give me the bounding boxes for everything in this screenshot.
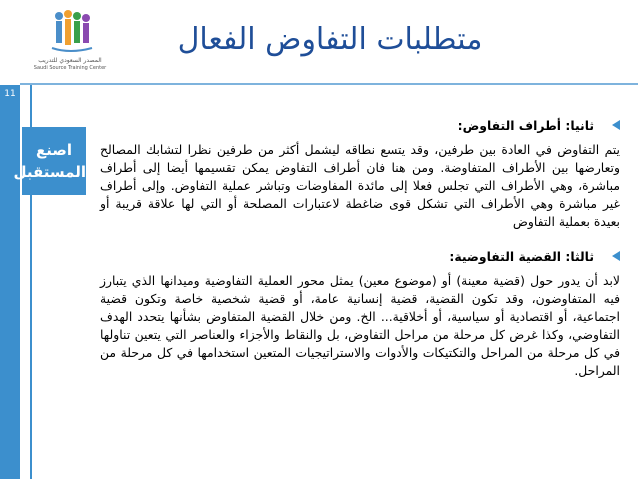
logo-figures-icon	[30, 8, 110, 56]
page-number: 11	[0, 86, 20, 103]
section-heading-text: ثالثا: القضية التفاوضية:	[449, 249, 594, 265]
section-heading-text: ثانيا: أطراف التفاوض:	[457, 118, 594, 133]
logo-arabic-text: المصدر السعودي للتدريب	[38, 57, 102, 64]
logo	[30, 8, 110, 74]
slogan-badge	[13, 127, 86, 195]
slide-title: متطلبات التفاوض الفعال	[177, 22, 483, 57]
header-divider	[20, 83, 638, 85]
logo-english-text: Saudi Source Training Center	[33, 65, 107, 71]
section-parties	[100, 117, 620, 230]
slogan-line-2: المستقبل	[13, 163, 86, 181]
slide-content	[100, 117, 620, 380]
bullet-arrow-icon	[612, 251, 620, 261]
section-body: يتم التفاوض في العادة بين طرفين، وقد يتسع نطاقه ليشمل أكثر من طرفين نظرا لتشابك المصالح وتعارضها بين الأطراف المتفاوضة. ومن هنا فان أطراف التفاوض يمكن تقسيمها أيضا إلى أطراف مباشرة، وهي الأطراف التي تجلس فعلا إلى مائدة المفاوضات وتباشر عملية التفاوض. وإلى أطراف غير مباشرة وهي الأطراف التي تشكل قوى ضاغطة لاعتبارات المصلحة أو التي لها علاقة قريبة أو بعيدة بعملية التفاوض	[100, 141, 620, 229]
bullet-arrow-icon	[612, 120, 620, 130]
section-issue	[100, 248, 620, 379]
section-heading	[100, 117, 620, 135]
section-heading	[100, 248, 620, 266]
slogan-line-1: اصنع	[35, 141, 72, 159]
section-body: لابد أن يدور حول (قضية معينة) أو (موضوع معين) يمثل محور العملية التفاوضية وميدانها الذي يتبارز فيه المتفاوضون، وقد تكون القضية، قضية إنسانية عامة، أو قضية شخصية خاصة وتكون قضية اجتماعية، أو اقتصادية أو سياسية، أو أخلاقية... الخ. ومن خلال القضية المتفاوض بشأنها يتحدد الهدف التفاوضي، وكذا غرض كل مرحلة من مراحل التفاوض، بل والنقاط والأجزاء والعناصر التي يتعين تناولها في كل مرحلة من المراحل والتكتيكات والأدوات والاستراتيجيات المتعين استخدامها في كل مرحلة من المراحل.	[100, 273, 620, 378]
side-band	[0, 85, 20, 479]
